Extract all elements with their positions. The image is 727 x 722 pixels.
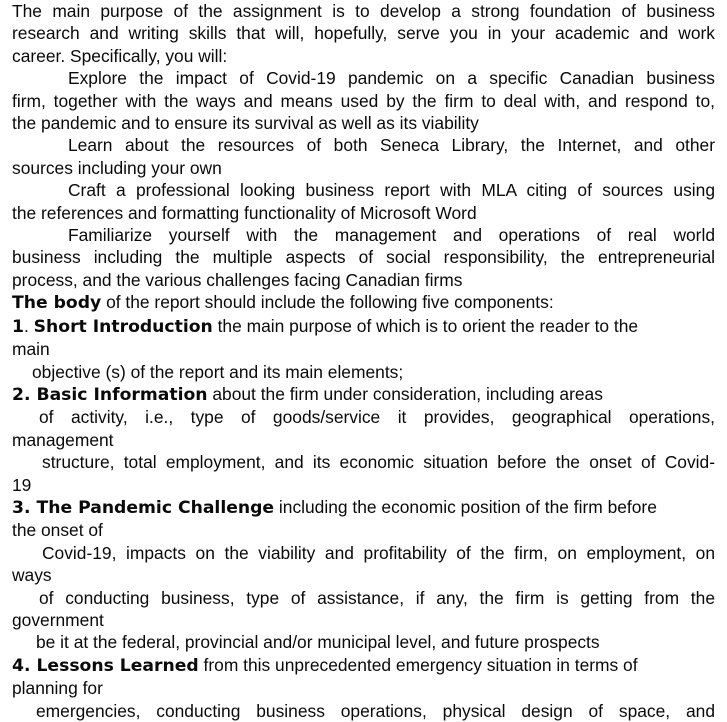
component-title: Lessons Learned xyxy=(36,655,199,676)
component-title: Basic Information xyxy=(36,384,208,405)
component-number-dot: . xyxy=(23,315,34,336)
intro-line-3: career. Specifically, you will: xyxy=(12,45,228,66)
body-heading-rest: of the report should include the following five components: xyxy=(101,292,554,313)
body-heading-bold: The body xyxy=(12,293,102,314)
objective-explore: Explore the impact of Covid-19 pandemic on a specific Canadian business firm, together with the ways and means used by the firm to deal with, and respond to, the pandemic and to ensure its survival as well as its viability xyxy=(12,68,715,134)
component-4-lessons-learned: 4. Lessons Learned from this unprecedented emergency situation in terms of planning for emergencies, conducting business operations, physical design of space, and xyxy=(12,654,715,721)
component-number: 1 xyxy=(12,316,24,337)
component-number: 4. xyxy=(12,655,37,676)
component-3-pandemic-challenge: 3. The Pandemic Challenge including the economic position of the firm before the onset of Covid-19, impacts on the viability and profitability of the firm, on employment, on ways of conducting business, type of assistance, if any, the firm is getting from the government be it at the federal, provincial and/or municipal level, and future prospects xyxy=(12,496,715,653)
intro-line-1: The main purpose of the assignment is to develop a strong foundation of business xyxy=(12,1,715,21)
intro-line-2: research and writing skills that will, hopefully, serve you in your academic and work xyxy=(12,23,715,44)
objective-familiarize: Familiarize yourself with the management and operations of real world business including the multiple aspects of social responsibility, the entrepreneurial process, and the various challenges facing Canadian firms xyxy=(12,225,715,290)
component-number: 2. xyxy=(12,384,37,405)
component-1-introduction: 1. Short Introduction the main purpose of which is to orient the reader to the main objective (s) of the report and its main elements; xyxy=(12,315,639,382)
body-heading xyxy=(12,291,715,314)
component-number: 3. xyxy=(12,497,37,518)
component-title: The Pandemic Challenge xyxy=(36,497,275,518)
component-title: Short Introduction xyxy=(33,316,213,337)
objective-craft: Craft a professional looking business report with MLA citing of sources using the references and formatting functionality of Microsoft Word xyxy=(12,180,715,223)
component-2-basic-information: 2. Basic Information about the firm under consideration, including areas of activity, i.e., type of goods/service it provides, geographical operations, management structure, total employment, and its economic situation before the onset of Covid- 19 xyxy=(12,383,715,495)
objective-learn: Learn about the resources of both Seneca Library, the Internet, and other sources including your own xyxy=(12,135,715,178)
